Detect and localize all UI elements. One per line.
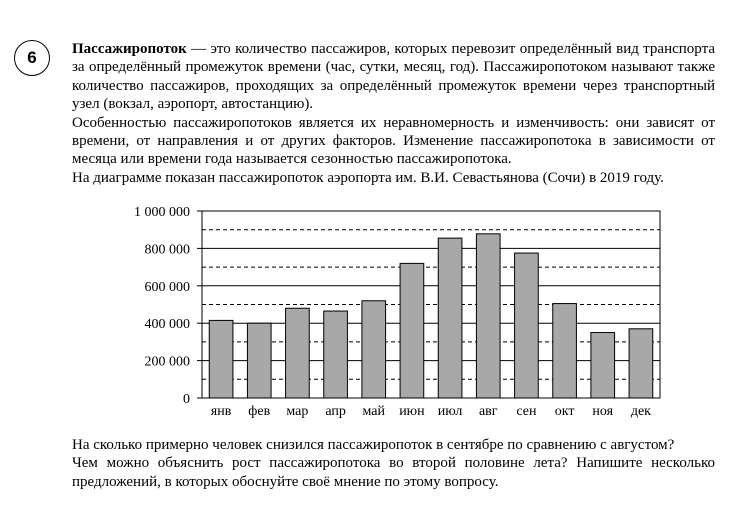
bar-6 xyxy=(438,238,462,398)
y-tick-label: 0 xyxy=(183,392,190,407)
bar-10 xyxy=(591,333,615,398)
question-2: Чем можно объяснить рост пассажиропотока во второй половине лета? Напишите несколько предложений, в которых обоснуйте своё мнение по этому вопросу. xyxy=(72,455,715,490)
y-tick-label: 800 000 xyxy=(144,242,190,258)
x-tick-label: июл xyxy=(437,404,463,419)
bar-4 xyxy=(362,301,386,398)
x-tick-label: янв xyxy=(210,404,232,419)
bar-1 xyxy=(247,323,271,398)
x-tick-label: апр xyxy=(325,404,346,419)
bar-7 xyxy=(476,234,500,398)
bar-11 xyxy=(629,329,653,398)
bar-5 xyxy=(400,263,424,398)
x-tick-label: ноя xyxy=(592,404,614,419)
x-tick-label: июн xyxy=(399,404,425,419)
question-1: На сколько примерно человек снизился пассажиропоток в сентябре по сравнению с августом? xyxy=(72,437,675,453)
y-tick-label: 200 000 xyxy=(144,354,190,370)
term: Пассажиропоток xyxy=(72,41,187,57)
bar-2 xyxy=(286,308,310,398)
x-tick-label: мар xyxy=(286,404,309,419)
x-tick-label: май xyxy=(362,404,385,419)
task-number: 6 xyxy=(14,40,50,76)
x-tick-label: дек xyxy=(630,404,651,419)
definition-paragraph xyxy=(72,40,715,114)
bar-8 xyxy=(515,253,539,398)
bar-3 xyxy=(324,311,348,398)
x-tick-label: фев xyxy=(248,404,271,419)
passenger-flow-bar-chart xyxy=(100,198,680,426)
bar-0 xyxy=(209,320,233,398)
y-tick-label: 400 000 xyxy=(144,317,190,333)
paragraph-seasonality: Особенностью пассажиропотоков является их неравномерность и изменчивость: они зависят от времени, от направления и от других факторов. Изменение пассажиропотока в зависимости от месяца или времени года называется сезонностью пассажиропотока. xyxy=(72,114,715,168)
x-tick-label: окт xyxy=(554,404,575,419)
definition-text: — это количество пассажиров, которых перевозит определённый вид транспорта за определённый промежуток времени (час, сутки, месяц, год). Пассажиропотоком называют также количество пассажиров, проходящих за определённый промежуток времени через транспортный узел (вокзал, аэропорт, автостанцию). xyxy=(72,41,715,113)
x-tick-label: авг xyxy=(478,404,498,419)
y-tick-label: 600 000 xyxy=(144,279,190,295)
task-text xyxy=(72,40,715,187)
paragraph-diagram-intro: На диаграмме показан пассажиропоток аэропорта им. В.И. Севастьянова (Сочи) в 2019 году. xyxy=(72,169,664,186)
bar-9 xyxy=(553,304,577,398)
questions xyxy=(72,436,715,491)
x-tick-label: сен xyxy=(516,404,537,419)
y-tick-label: 1 000 000 xyxy=(134,205,190,220)
